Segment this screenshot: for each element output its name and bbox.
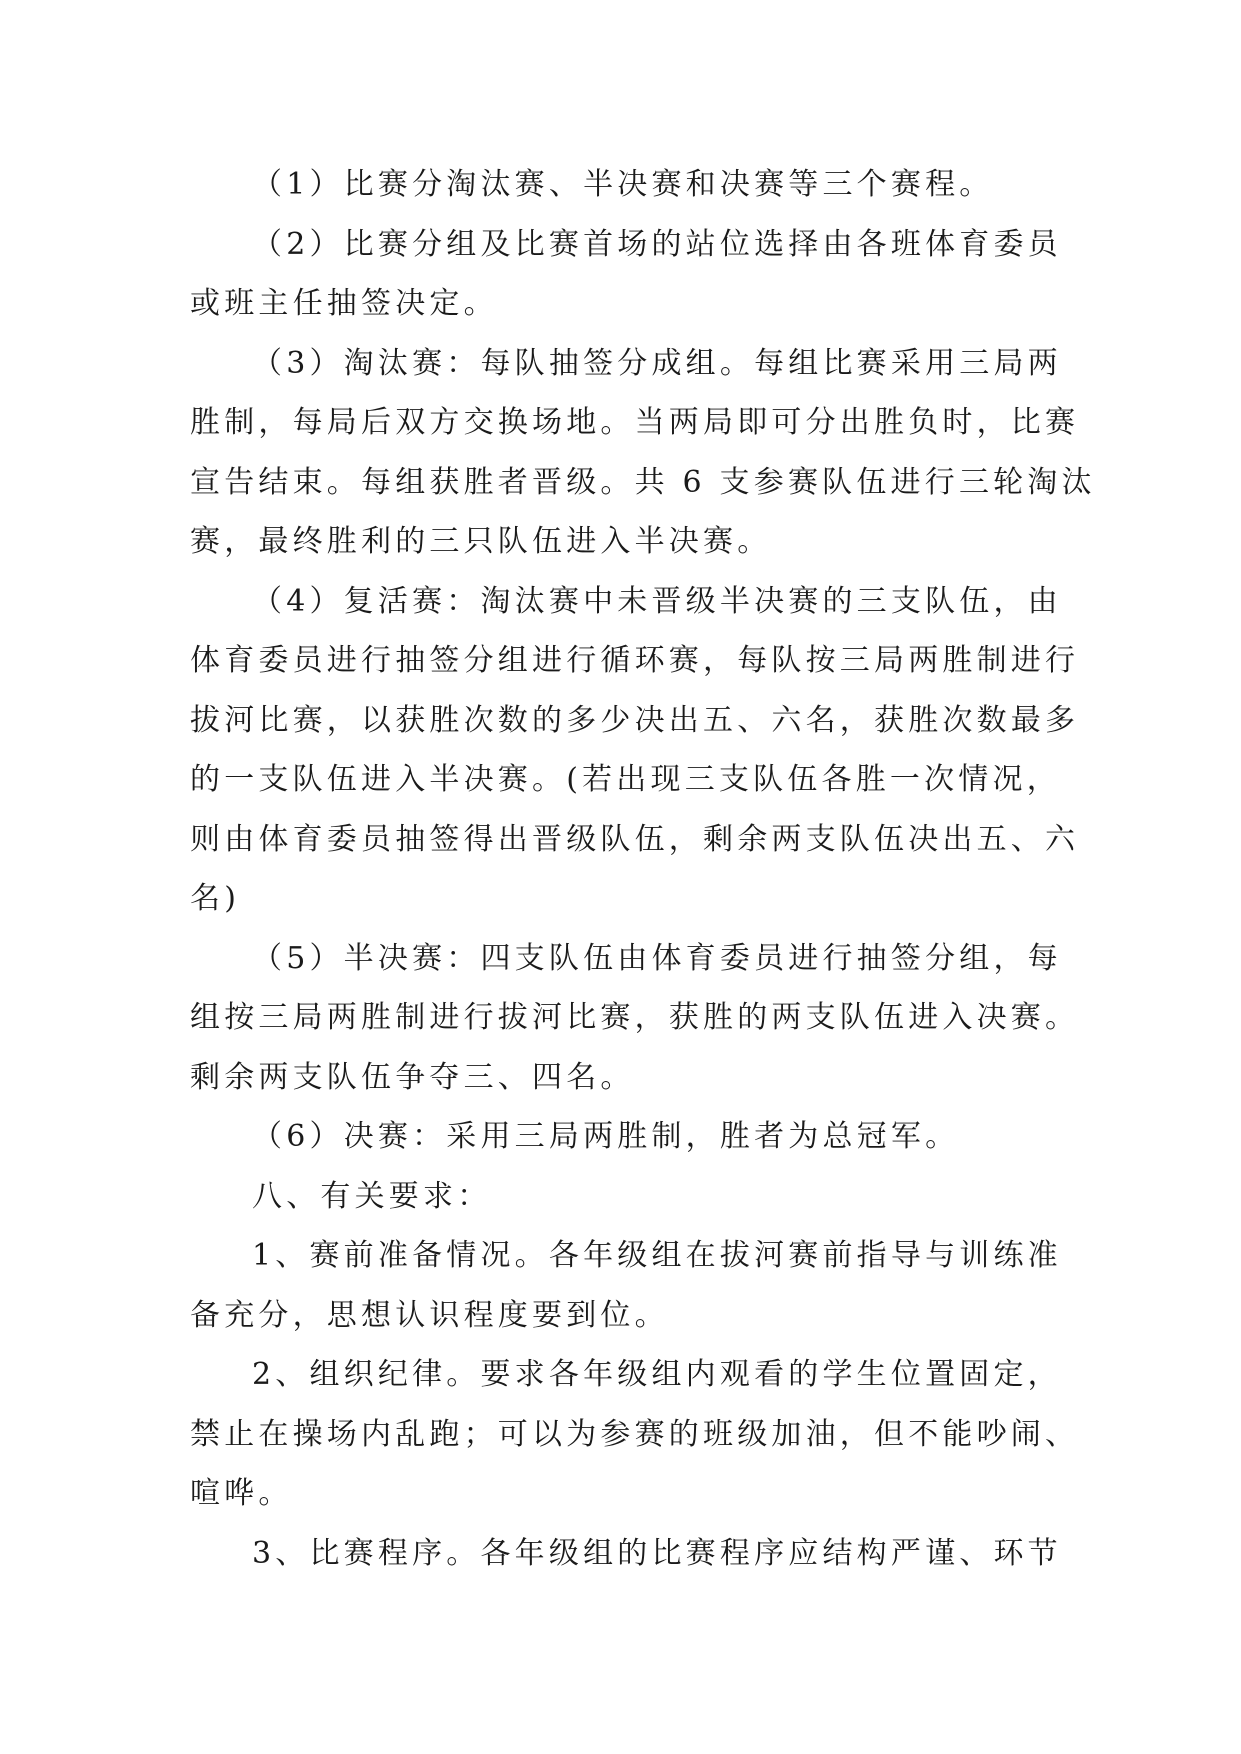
text-line: 2、组织纪律。要求各年级组内观看的学生位置固定， — [252, 1357, 1062, 1392]
document-body — [190, 155, 1096, 1583]
paragraph-grouping-draw — [190, 215, 1060, 334]
text-line: 3、比赛程序。各年级组的比赛程序应结构严谨、环节 — [252, 1535, 1062, 1571]
text-line: 或班主任抽签决定。 — [190, 286, 498, 321]
paragraph-requirement-procedure — [190, 1524, 1060, 1584]
paragraph-schedule-stages — [190, 155, 1060, 215]
text-line: 则由体育委员抽签得出晋级队伍，剩余两支队伍决出五、六 — [190, 821, 1080, 857]
text-line: 禁止在操场内乱跑；可以为参赛的班级加油，但不能吵闹、 — [190, 1416, 1080, 1452]
text-line: 体育委员进行抽签分组进行循环赛，每队按三局两胜制进行 — [190, 643, 1080, 678]
text-line: 拔河比赛，以获胜次数的多少决出五、六名，获胜次数最多 — [190, 702, 1080, 738]
text-line: 组按三局两胜制进行拔河比赛，获胜的两支队伍进入决赛。 — [190, 1000, 1080, 1035]
text-line: 的一支队伍进入半决赛。(若出现三支队伍各胜一次情况， — [190, 762, 1061, 797]
paragraph-semifinal — [190, 929, 1080, 1108]
text-line: （6）决赛：采用三局两胜制，胜者为总冠军。 — [252, 1119, 960, 1154]
text-line: 名) — [190, 881, 241, 916]
text-line: 1、赛前准备情况。各年级组在拔河赛前指导与训练准 — [252, 1238, 1062, 1273]
text-line: （2）比赛分组及比赛首场的站位选择由各班体育委员 — [252, 226, 1062, 262]
text-line: 赛，最终胜利的三只队伍进入半决赛。 — [190, 524, 772, 559]
paragraph-repechage — [190, 572, 1080, 929]
text-line: 备充分，思想认识程度要到位。 — [190, 1297, 669, 1333]
paragraph-elimination-round — [190, 334, 1096, 572]
text-line: （4）复活赛：淘汰赛中未晋级半决赛的三支队伍，由 — [252, 583, 1062, 619]
paragraph-requirement-discipline — [190, 1345, 1080, 1524]
paragraph-final — [190, 1107, 1060, 1167]
paragraph-requirement-preparation — [190, 1226, 1060, 1345]
text-line: 八、有关要求： — [252, 1178, 492, 1214]
text-line: 胜制，每局后双方交换场地。当两局即可分出胜负时，比赛 — [190, 405, 1080, 440]
text-line: 宣告结束。每组获胜者晋级。共 6 支参赛队伍进行三轮淘汰 — [190, 464, 1096, 500]
text-line: （1）比赛分淘汰赛、半决赛和决赛等三个赛程。 — [252, 167, 994, 202]
text-line: 喧哗。 — [190, 1476, 293, 1511]
text-line: （5）半决赛：四支队伍由体育委员进行抽签分组，每 — [252, 940, 1062, 976]
text-line: 剩余两支队伍争夺三、四名。 — [190, 1059, 635, 1095]
text-line: （3）淘汰赛：每队抽签分成组。每组比赛采用三局两 — [252, 345, 1062, 381]
section-heading-requirements — [190, 1167, 1060, 1227]
